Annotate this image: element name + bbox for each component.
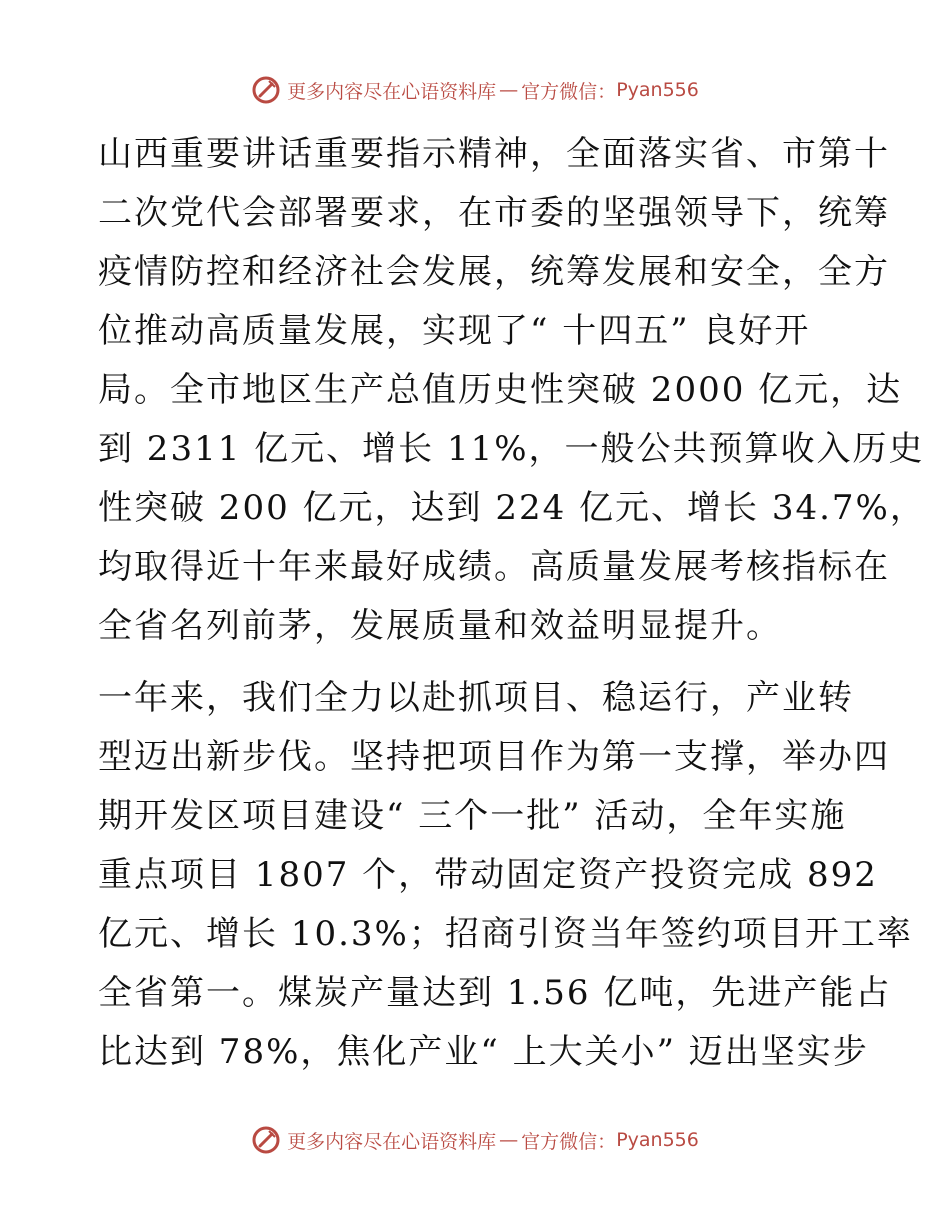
text-line: 比达到 78%，焦化产业“ 上大关小” 迈出坚实步 — [98, 1032, 869, 1072]
separator: — — [499, 1129, 519, 1151]
wechat-label: 官方微信： — [521, 80, 617, 103]
header-banner — [0, 70, 950, 110]
text-line: 二次党代会部署要求，在市委的坚强领导下，统筹 — [98, 193, 890, 233]
text-line: 一年来，我们全力以赴抓项目、稳运行，产业转 — [98, 678, 854, 718]
text-line: 均取得近十年来最好成绩。高质量发展考核指标在 — [98, 547, 890, 587]
paragraph-1 — [98, 125, 926, 656]
text-line: 期开发区项目建设“ 三个一批” 活动，全年实施 — [98, 796, 847, 836]
pen-logo-icon — [251, 75, 281, 105]
text-line: 山西重要讲话重要指示精神，全面落实省、市第十 — [98, 134, 890, 174]
text-line: 性突破 200 亿元，达到 224 亿元、增长 34.7%， — [98, 488, 926, 528]
text-line: 全省第一。煤炭产量达到 1.56 亿吨，先进产能占 — [98, 973, 892, 1013]
wechat-id: Pyan556 — [616, 1129, 699, 1151]
separator: — — [499, 79, 519, 101]
pen-logo-icon — [251, 1125, 281, 1155]
footer-banner — [0, 1120, 950, 1160]
text-line: 到 2311 亿元、增长 11%，一般公共预算收入历史 — [98, 429, 925, 469]
text-line: 型迈出新步伐。坚持把项目作为第一支撑，举办四 — [98, 737, 890, 777]
text-line: 疫情防控和经济社会发展，统筹发展和安全，全方 — [98, 252, 890, 292]
text-line: 局。全市地区生产总值历史性突破 2000 亿元，达 — [98, 370, 903, 410]
text-line: 全省名列前茅，发展质量和效益明显提升。 — [98, 606, 782, 646]
paragraph-2 — [98, 669, 913, 1082]
promo-text: 更多内容尽在心语资料库 — [287, 1130, 497, 1153]
document-body — [98, 125, 926, 1082]
text-line: 亿元、增长 10.3%；招商引资当年签约项目开工率 — [98, 914, 913, 954]
promo-text: 更多内容尽在心语资料库 — [287, 80, 497, 103]
text-line: 位推动高质量发展，实现了“ 十四五” 良好开 — [98, 311, 811, 351]
paragraph-spacer — [98, 656, 858, 669]
wechat-id: Pyan556 — [616, 79, 699, 101]
wechat-label: 官方微信： — [521, 1130, 617, 1153]
text-line: 重点项目 1807 个，带动固定资产投资完成 892 — [98, 855, 878, 895]
